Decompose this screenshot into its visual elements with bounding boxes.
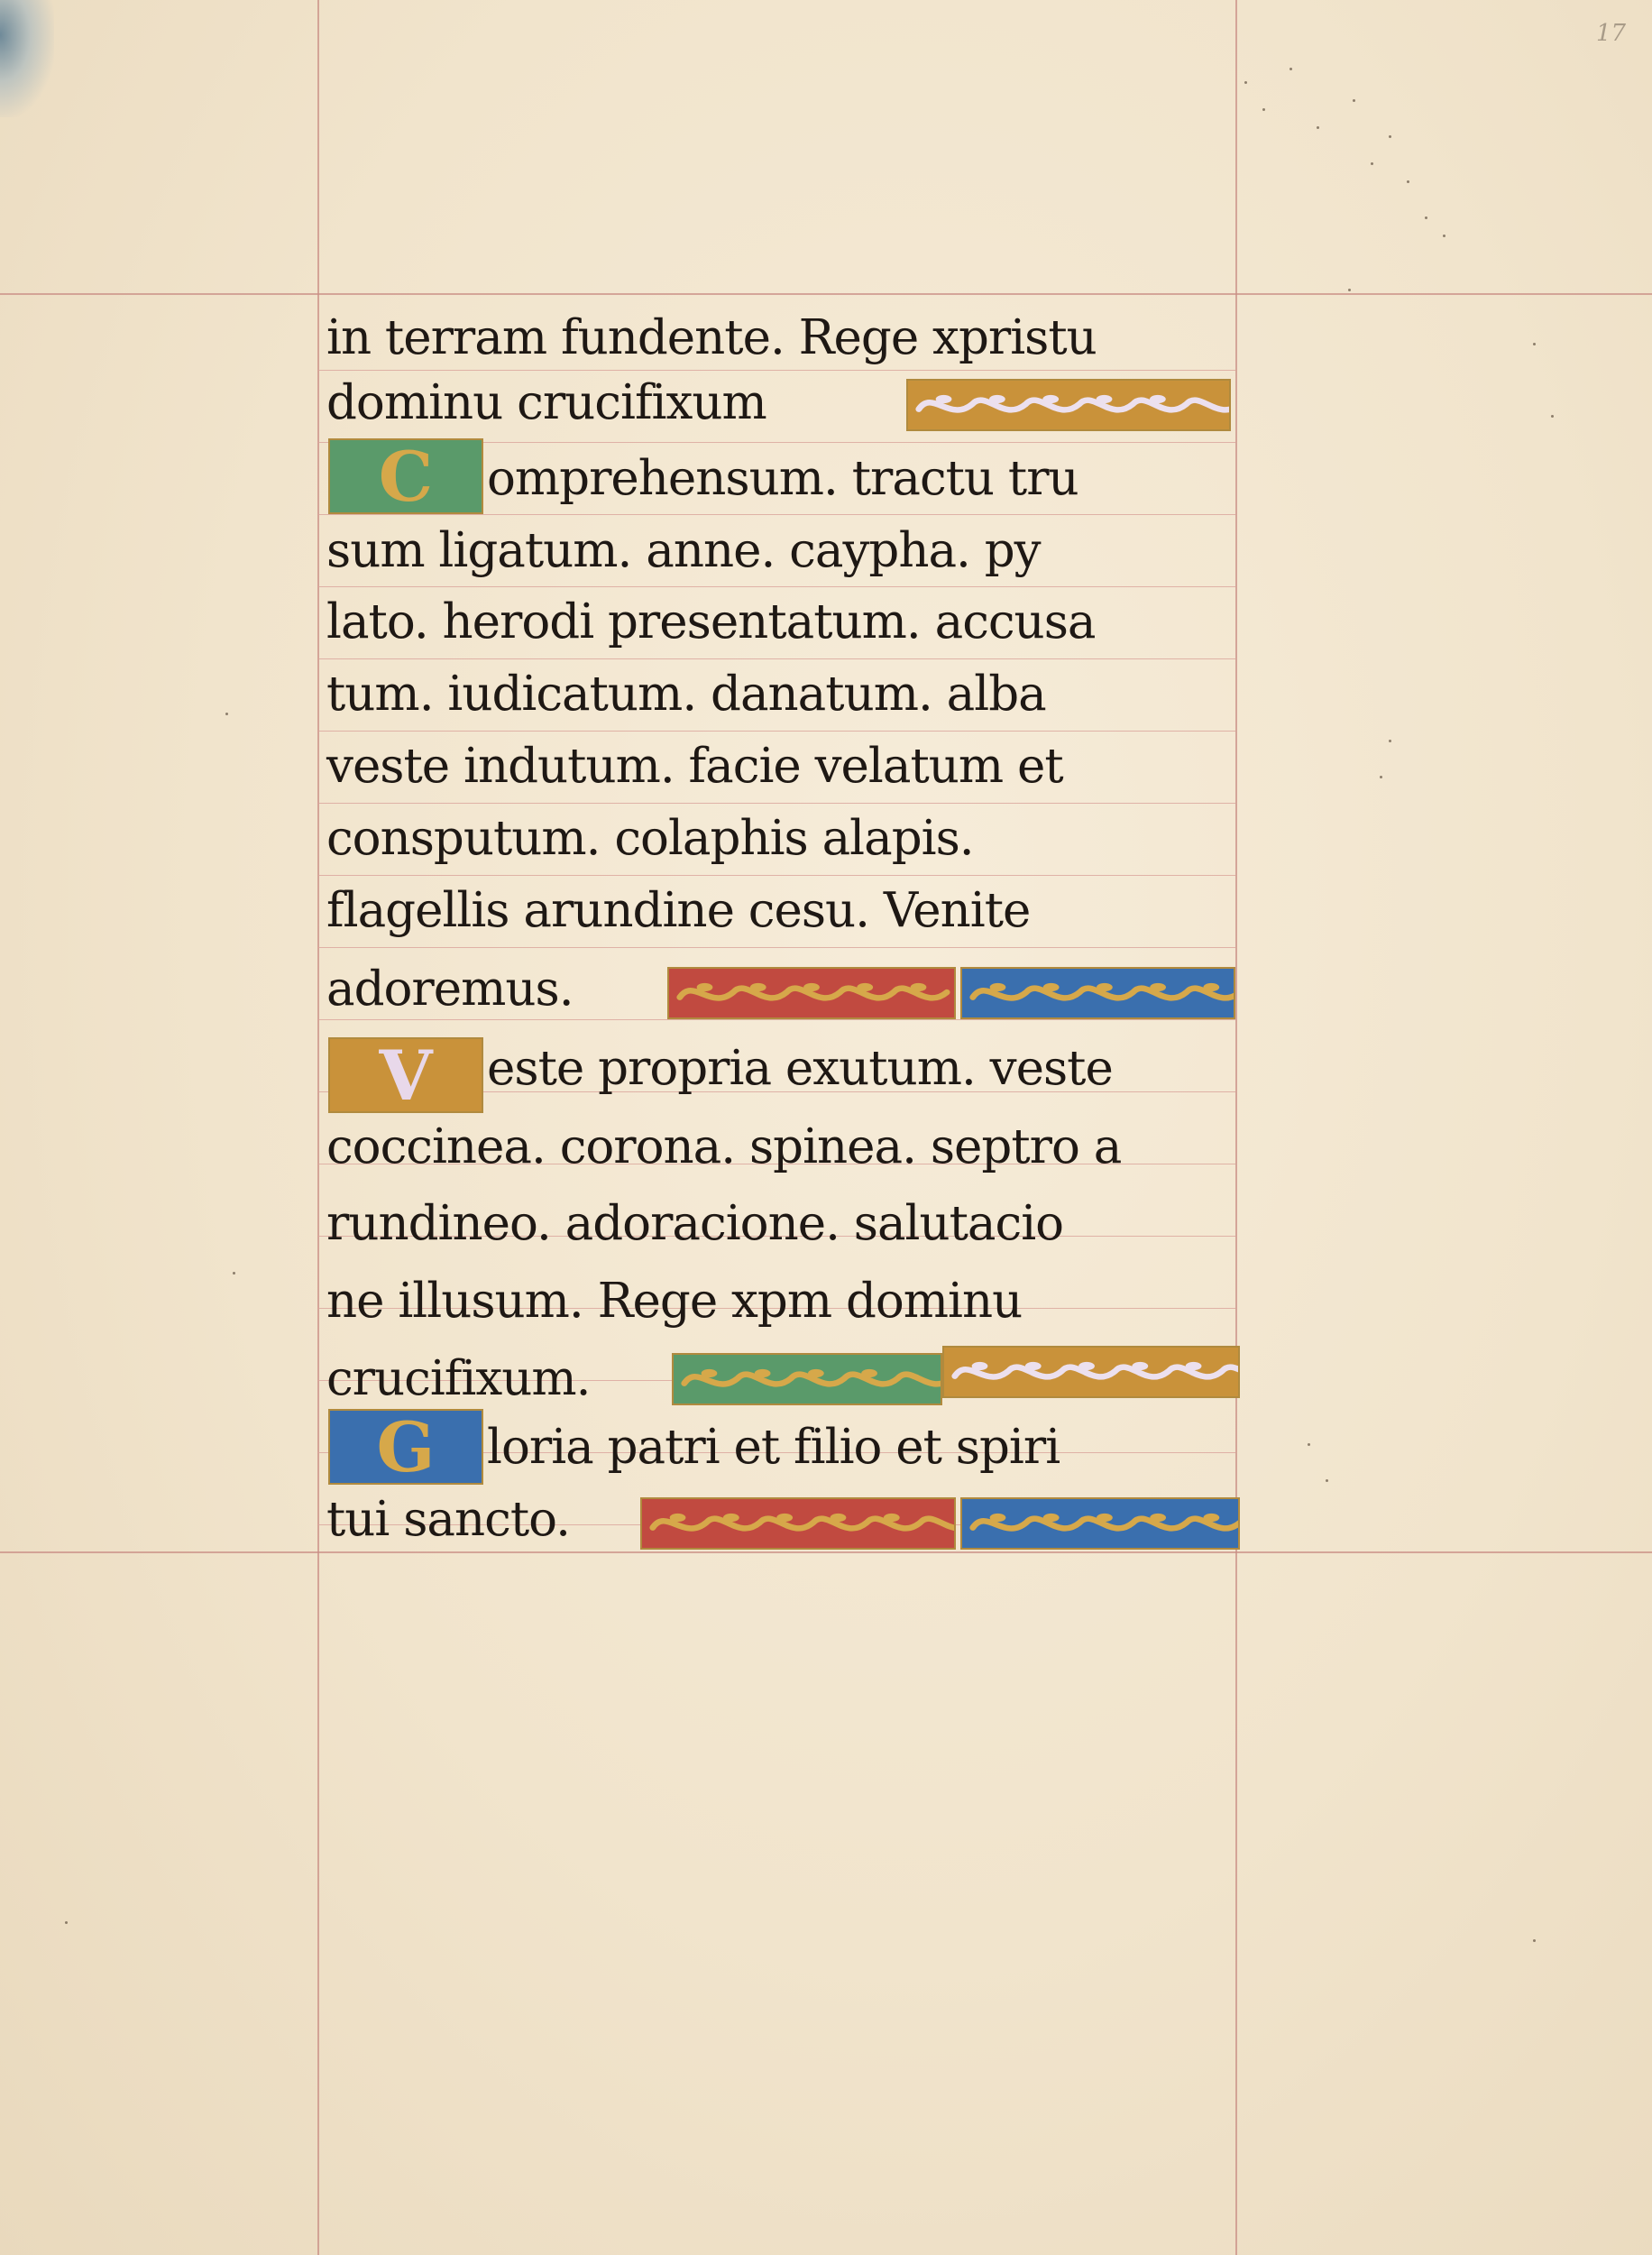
foliate-vine-ornament-icon (906, 379, 1231, 431)
text-line: tui sancto. (326, 1492, 570, 1547)
foliate-vine-ornament-icon (667, 967, 956, 1019)
text-line: flagellis arundine cesu. Venite (326, 883, 1031, 938)
foliate-vine-ornament-icon (960, 967, 1235, 1019)
vine-icon (962, 969, 1234, 1017)
ink-speck (1389, 740, 1391, 742)
line-ruling (317, 370, 1235, 371)
line-ruling (317, 947, 1235, 948)
folio-number: 17 (1596, 20, 1627, 47)
foliate-vine-ornament-icon (942, 1346, 1240, 1398)
ruling-top (0, 293, 1652, 295)
vine-icon (962, 1499, 1238, 1548)
text-line: consputum. colaphis alapis. (326, 811, 974, 866)
vine-icon (669, 969, 954, 1017)
text-line: in terram fundente. Rege xpristu (326, 310, 1097, 365)
text-line: coccinea. corona. spinea. septro a (326, 1119, 1122, 1174)
text-line: adoremus. (326, 962, 574, 1017)
ink-speck (1551, 415, 1554, 418)
ink-speck (1407, 180, 1409, 183)
initial-g-icon (328, 1406, 483, 1487)
text-line: crucifixum. (326, 1351, 591, 1406)
ink-speck (1389, 135, 1391, 138)
ink-speck (1371, 162, 1373, 165)
vine-icon (642, 1499, 954, 1548)
ink-speck (1308, 1443, 1310, 1446)
ink-speck (1348, 289, 1351, 291)
text-line: dominu crucifixum (326, 375, 766, 430)
text-line: ne illusum. Rege xpm dominu (326, 1274, 1023, 1329)
initial-v-icon (328, 1035, 483, 1116)
ink-speck (1380, 776, 1382, 778)
line-ruling (317, 514, 1235, 515)
text-line: este propria exutum. veste (487, 1041, 1113, 1096)
ink-speck (1533, 343, 1536, 345)
initial-letter: C (378, 436, 434, 517)
text-line: tum. iudicatum. danatum. alba (326, 667, 1046, 722)
ink-speck (1533, 1939, 1536, 1942)
line-ruling (317, 803, 1235, 804)
text-line: sum ligatum. anne. caypha. py (326, 523, 1041, 578)
text-line: omprehensum. tractu tru (487, 451, 1078, 506)
ink-speck (1425, 216, 1427, 219)
line-ruling (317, 586, 1235, 587)
vine-icon (674, 1355, 941, 1404)
text-line: lato. herodi presentatum. accusa (326, 594, 1096, 649)
ruling-left (317, 0, 319, 2255)
ink-speck (1289, 68, 1292, 70)
ruling-right (1235, 0, 1237, 2255)
text-line: rundineo. adoracione. salutacio (326, 1196, 1064, 1251)
text-line: veste indutum. facie velatum et (326, 739, 1063, 794)
vine-icon (944, 1348, 1238, 1396)
vine-icon (908, 381, 1229, 429)
ink-speck (1317, 126, 1319, 129)
ink-speck (1244, 81, 1247, 84)
ink-speck (233, 1272, 235, 1275)
line-ruling (317, 658, 1235, 659)
ruling-bottom (0, 1551, 1652, 1553)
initial-c-icon (328, 436, 483, 517)
page-stain (0, 0, 54, 117)
ink-speck (1353, 99, 1355, 102)
line-ruling (317, 731, 1235, 732)
ink-speck (225, 713, 228, 715)
ink-speck (65, 1921, 68, 1924)
ink-speck (1443, 235, 1446, 237)
foliate-vine-ornament-icon (640, 1497, 956, 1550)
foliate-vine-ornament-icon (960, 1497, 1240, 1550)
text-line: loria patri et filio et spiri (487, 1420, 1060, 1475)
line-ruling (317, 875, 1235, 876)
foliate-vine-ornament-icon (672, 1353, 942, 1405)
initial-letter: G (376, 1406, 436, 1487)
ink-speck (1262, 108, 1265, 111)
ink-speck (1326, 1479, 1328, 1482)
initial-letter: V (379, 1035, 433, 1116)
